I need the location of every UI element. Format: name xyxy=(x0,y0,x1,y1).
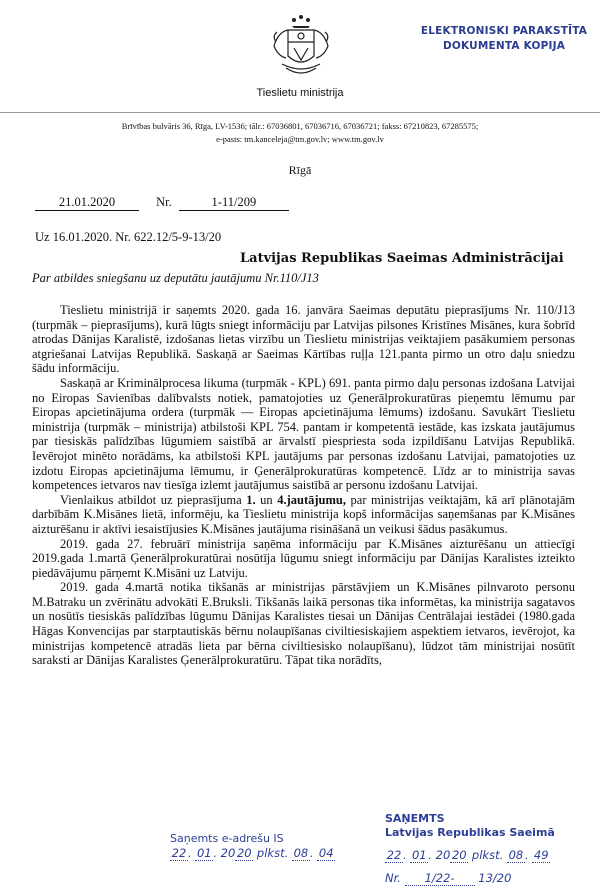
saeima-minute: 49 xyxy=(533,848,549,862)
letter-number: 1-11/209 xyxy=(179,195,289,211)
saeima-nr-label: Nr. xyxy=(385,871,401,885)
contact-email: e-pasts: tm.kanceleja@tm.gov.lv; www.tm.gov.lv xyxy=(216,134,384,144)
letter-date-line xyxy=(35,195,289,211)
stamp-line-1: ELEKTRONISKI PARAKSTĪTA xyxy=(420,25,588,37)
received-eaddress-stamp xyxy=(170,832,345,861)
paragraph-4: 2019. gada 27. februārī ministrija saņēma informāciju par K.Misānes aizturēšanu un attiecīgi 2019.gada 1.martā Ģenerālprokuratūrai nosūtīja lūgumu sniegt informāciju par Dānijas Karalistes izteikto piedāvājumu pārņemt K.Misāni uz Latviju. xyxy=(32,536,575,580)
saeima-time-label: plkst. xyxy=(471,848,504,862)
ministry-name: Tieslietu ministrija xyxy=(256,87,344,99)
coat-of-arms-icon xyxy=(268,12,334,82)
received-eaddress-title: Saņemts e-adrešu IS xyxy=(170,832,284,845)
letter-body xyxy=(32,303,575,668)
received-month: 01 xyxy=(196,846,212,860)
stamp-line-2: DOKUMENTA KOPIJA xyxy=(442,40,566,52)
subject-line: Par atbildes sniegšanu uz deputātu jautājumu Nr.110/J13 xyxy=(32,271,319,285)
paragraph-5: 2019. gada 4.martā notika tikšanās ar ministrijas pārstāvjiem un K.Misānes pilnvaroto personu M.Batraku un zvērinātu advokāti E.Bruksli. Tikšanās laikā personas tika informētas, ka ministrija sagatavos un nosūtīs tiesiskās palīdzības lūgumu Dānijas Karalistes tiesai un Dānijas Centrālajai iestādei (1980.gada Hāgas Konvencijas par starptautiskās bērnu nolaupīšanas civiltiesiskajiem aspektiem ietvaros, ievērojot, ka ministrijas kompetencē atradās lieta par bērna civiltiesisko nolaupīšanu), lūdzot tām ministrijai nosūtīt saraksti ar Dānijas Karalistes Ģenerālprokuratūru. Tāpat tika norādīts, xyxy=(32,580,575,668)
contact-info xyxy=(0,120,600,146)
received-minute: 04 xyxy=(318,846,334,860)
electronic-signature-stamp xyxy=(420,24,588,54)
received-time-label: plkst. xyxy=(256,846,289,860)
saeima-stamp-number xyxy=(385,871,590,886)
received-year-suffix: 20 xyxy=(236,846,252,860)
received-day: 22 xyxy=(171,846,187,860)
saeima-nr-value: 1/22- xyxy=(405,871,475,886)
received-year-prefix: 20 xyxy=(220,846,236,860)
received-hour: 08 xyxy=(293,846,309,860)
saeima-nr-suffix: 13/20 xyxy=(478,871,512,885)
saeima-month: 01 xyxy=(411,848,427,862)
received-eaddress-datetime: 22 . 01 . 20 20 plkst. 08 . 04 xyxy=(171,846,334,860)
saeima-year-suffix: 20 xyxy=(451,848,467,862)
p3-text-a: Vienlaikus atbildot uz pieprasījuma xyxy=(60,492,247,507)
p3-text-c: par ministrijas veiktajām, kā arī plānotajām darbībām K.Misānes lietā, informēju, ka Tieslietu ministrija kopš informācijas saņemšanas par K.Misānes aizturēšanu ir aktīvi iesaistījusies K.Misānes jautājuma risināšanā un veikusi šādus pasākumus. xyxy=(32,492,575,536)
letter-date: 21.01.2020 xyxy=(35,195,139,211)
paragraph-2: Saskaņā ar Kriminālprocesa likuma (turpmāk - KPL) 691. panta pirmo daļu personas izdošana Latvijai no Eiropas Savienības dalībvalsts notiek, pamatojoties uz Ģenerālprokuratūras pieņemtu lēmumu par Eiropas apcietinājuma ordera (turpmāk — Eiropas apcietinājuma lēmums) izdošanu. Savukārt Tieslietu ministrija (turpmāk – ministrija) atbilstoši KPL 754. pantam ir kompetentā iestāde, kas izskata jautājumus par tiesiskās palīdzības lūgumiem saistībā ar ārvalstī piespriesta soda izpildīšanu Latvijas Republikā. Ievērojot minēto norādāms, ka atbilstoši KPL jautājums par personas izdošanu Latvijai, pamatojoties uz izdotu Eiropas apcietinājuma lēmumu, ir Ģenerālprokuratūras kompetencē. Līdz ar to ministrija savas kompetences ietvaros nav tiesīga izlemt jautājumus saistībā ar personu izdošanu Latvijai. xyxy=(32,375,575,493)
saeima-day: 22 xyxy=(386,848,402,862)
saeima-received-stamp xyxy=(385,812,590,886)
p3-bold-1: 1. xyxy=(246,492,256,507)
header-divider xyxy=(0,112,600,113)
reference-line: Uz 16.01.2020. Nr. 622.12/5-9-13/20 xyxy=(35,230,222,244)
addressee: Latvijas Republikas Saeimas Administrācijai xyxy=(240,251,564,266)
city: Rīgā xyxy=(288,163,312,177)
saeima-year-prefix: 20 xyxy=(435,848,451,862)
contact-address: Brīvības bulvāris 36, Rīga, LV-1536; tālr.: 67036801, 67036716, 67036721; fakss: 67210823, 67285575; xyxy=(121,121,479,131)
saeima-hour: 08 xyxy=(508,848,524,862)
p3-bold-2: 4.jautājumu, xyxy=(277,492,346,507)
p3-text-b: un xyxy=(255,492,278,507)
paragraph-3 xyxy=(32,493,575,537)
number-label: Nr. xyxy=(156,195,172,209)
saeima-stamp-datetime: 22 . 01 . 20 20 plkst. 08 . 49 xyxy=(386,848,549,862)
saeima-stamp-line-1: SAŅEMTS xyxy=(385,812,445,825)
paragraph-1: Tieslietu ministrijā ir saņemts 2020. gada 16. janvāra Saeimas deputātu pieprasījums Nr. 110/J13 (turpmāk – pieprasījums), kurā lūgts sniegt informāciju par Latvijas pilsones Kristīnes Misānes, kura šobrīd atrodas Dānijas Karalistē, izdošanas lietas virzību un Tieslietu ministrijas veiktajiem pasākumiem personas atgriešanai Latvijas Republikā. Saskaņā ar Saeimas Kārtības ruļļa 121.panta pirmo un otro daļu sniedzu šādu informāciju. xyxy=(32,303,575,376)
saeima-stamp-line-2: Latvijas Republikas Saeimā xyxy=(385,826,555,839)
